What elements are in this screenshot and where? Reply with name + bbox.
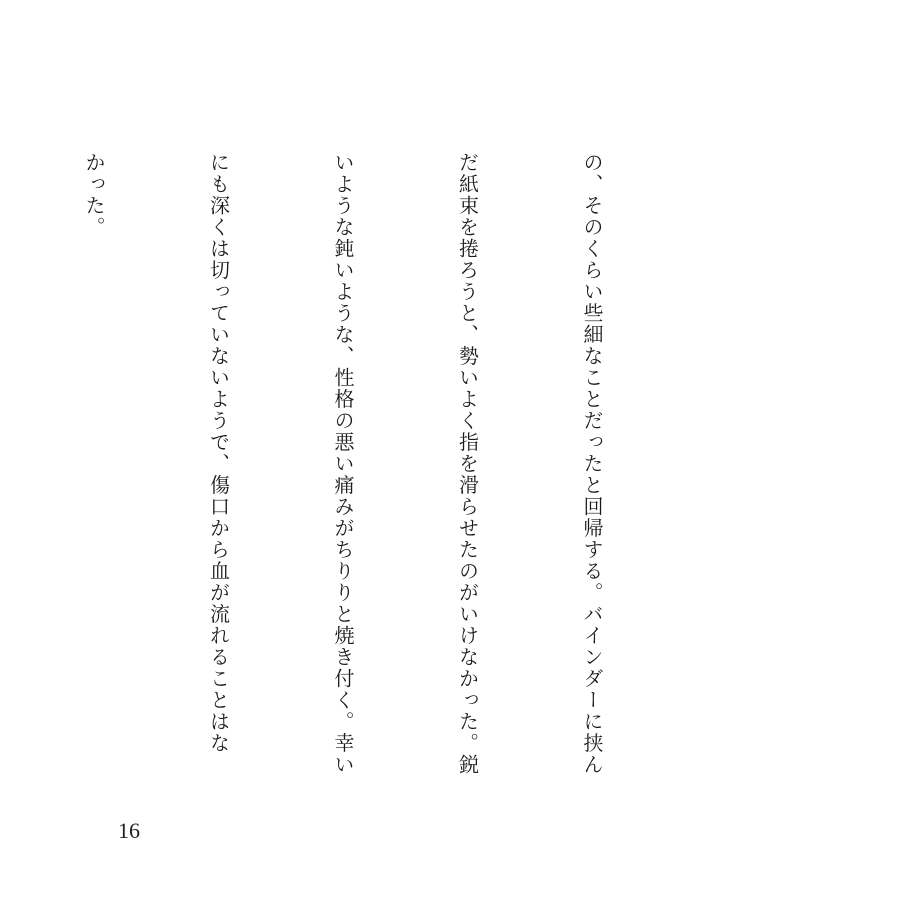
page-number: 16 bbox=[118, 818, 140, 843]
text-line: いような鈍いような、性格の悪い痛みがちりりと焼き付く。幸い bbox=[331, 152, 355, 776]
text-line: だ紙束を捲ろうと、勢いよく指を滑らせたのがいけなかった。鋭 bbox=[455, 152, 480, 776]
vertical-text-body bbox=[0, 152, 695, 802]
text-line: かった。 bbox=[82, 152, 106, 238]
text-line: にも深くは切っていないようで、傷口から血が流れることはな bbox=[206, 152, 231, 754]
text-line: の、そのくらい些細なことだったと回帰する。バインダーに挟ん bbox=[580, 152, 604, 776]
